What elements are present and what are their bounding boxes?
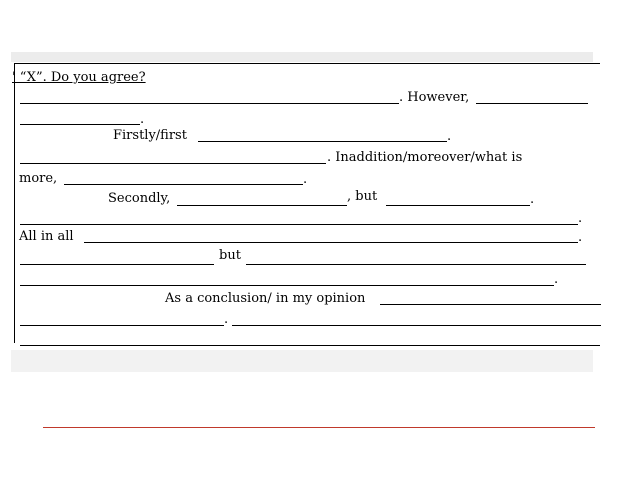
blank-line[interactable] [20,224,578,225]
blank-line[interactable] [20,103,399,104]
blank-line[interactable] [20,285,554,286]
blank-line[interactable] [84,242,578,243]
blank-line[interactable] [20,124,140,125]
blank-line[interactable] [177,205,347,206]
inaddition-text: . Inaddition/moreover/what is [327,150,523,165]
blank-line[interactable] [380,304,601,305]
worksheet-left-border [14,63,15,343]
all-in-all-text: All in all [19,229,74,244]
period-text: . [530,192,535,207]
blank-line[interactable] [198,141,447,142]
however-text: . However, [399,90,470,105]
blank-line[interactable] [20,345,600,346]
worksheet-top-border [14,63,600,64]
period-text: . [554,272,559,287]
blank-line[interactable] [246,264,586,265]
but-text: but [219,248,241,263]
blank-line[interactable] [386,205,530,206]
blank-line[interactable] [232,325,601,326]
blank-line[interactable] [64,184,303,185]
period-text: . [140,112,145,127]
period-text: . [224,312,229,327]
period-text: . [447,129,452,144]
bottom-shade [11,350,593,372]
blank-line[interactable] [20,325,224,326]
blank-line[interactable] [20,163,326,164]
prompt-text: ' “X”. Do you agree? [12,70,146,85]
blank-line[interactable] [20,264,214,265]
footer-accent-rule [43,427,595,428]
conclusion-text: As a conclusion/ in my opinion [165,291,366,306]
firstly-text: Firstly/first [113,128,187,143]
period-text: . [578,230,583,245]
but-text: , but [347,189,378,204]
period-text: . [303,172,308,187]
period-text: . [578,211,583,226]
header-band [11,52,593,62]
blank-line[interactable] [476,103,588,104]
essay-worksheet [11,62,593,370]
more-text: more, [19,171,58,186]
secondly-text: Secondly, [108,191,171,206]
